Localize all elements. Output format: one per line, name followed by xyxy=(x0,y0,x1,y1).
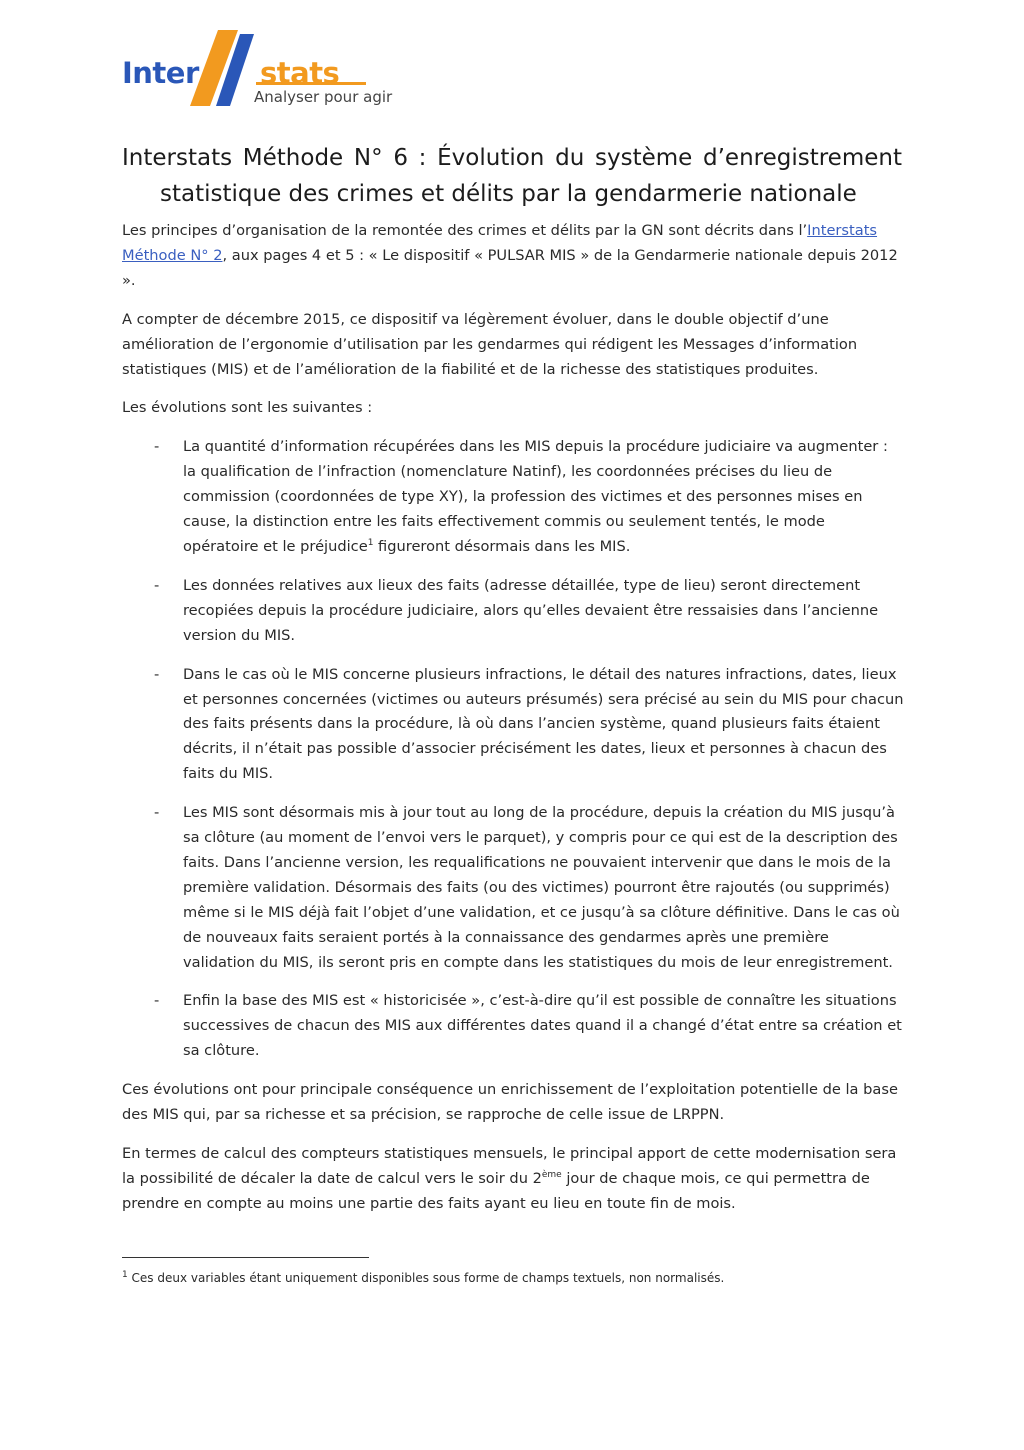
logo-text-inter: Inter xyxy=(122,56,199,90)
footnote-separator xyxy=(122,1257,369,1258)
footnote-ref: 1 xyxy=(367,538,374,549)
calc-text-before-sup: En termes de calcul des compteurs statistiques mensuels, le principal apport de cette modernisation sera la possibilité de décaler la date de calcul vers le soir du 2 xyxy=(122,1145,897,1187)
bullet-dash: - xyxy=(154,438,160,456)
interstats-logo xyxy=(118,30,398,120)
intro-text-before-link: Les principes d’organisation de la remontée des crimes et délits par la GN sont décrits dans l’ xyxy=(122,222,808,239)
bullet-1-text-b: figureront désormais dans les MIS. xyxy=(373,537,631,555)
list-item xyxy=(122,989,904,1064)
intro-text-after-link: , aux pages 4 et 5 : « Le dispositif « PULSAR MIS » de la Gendarmerie nationale depuis 2012 ». xyxy=(122,246,898,289)
objective-paragraph: A compter de décembre 2015, ce dispositif va légèrement évoluer, dans le double objectif d’une amélioration de l’ergonomie d’utilisation par les gendarmes qui rédigent les Messages d’information statistiques (MIS) et de l’amélioration de la fiabilité et de la richesse des statistiques produites. xyxy=(122,310,858,378)
bullet-2-text: Les données relatives aux lieux des faits (adresse détaillée, type de lieu) seront directement recopiées depuis la procédure judiciaire, alors qu’elles devaient être ressaisies dans l’ancienne version du MIS. xyxy=(183,576,879,644)
evolutions-intro: Les évolutions sont les suivantes : xyxy=(122,399,373,417)
document-title xyxy=(122,140,902,212)
bullet-dash: - xyxy=(154,992,160,1010)
evolutions-list xyxy=(122,435,904,1064)
bullet-dash: - xyxy=(154,665,160,683)
bullet-5-text: Enfin la base des MIS est « historicisée », c’est-à-dire qu’il est possible de connaître les situations successives de chacun des MIS aux différentes dates quand il a changé d’état entre sa création et sa clôture. xyxy=(183,992,902,1060)
footnote-text: Ces deux variables étant uniquement disponibles sous forme de champs textuels, non normalisés. xyxy=(127,1271,725,1285)
intro-paragraph xyxy=(122,219,904,294)
logo-tagline: Analyser pour agir xyxy=(254,88,393,106)
bullet-3-text: Dans le cas où le MIS concerne plusieurs infractions, le détail des natures infractions, dates, lieux et personnes concernées (victimes ou auteurs présumés) sera précisé au sein du MIS pour chacun des faits présents dans la procédure, là où dans l’ancien système, quand plusieurs faits étaient décrits, il n’était pas possible d’associer précisément les dates, lieux et personnes à chacun des faits du MIS. xyxy=(183,665,904,783)
bullet-1-text-a: La quantité d’information récupérées dans les MIS depuis la procédure judiciaire va augmenter : la qualification de l’infraction (nomenclature Natinf), les coordonnées précises du lieu de commission (coordonnées de type XY), la profession des victimes et des personnes mises en cause, la distinction entre les faits effectivement commis ou seulement tentés, le mode opératoire et le préjudice xyxy=(183,438,888,555)
interstats-methode-2-link[interactable]: Interstats Méthode N° 2 xyxy=(122,222,878,264)
calc-text-after-sup: jour de chaque mois, ce qui permettra de prendre en compte au moins une partie des faits ayant eu lieu en toute fin de mois. xyxy=(122,1169,870,1212)
list-item xyxy=(122,574,904,649)
title-line-2: statistique des crimes et délits par la gendarmerie nationale xyxy=(160,181,857,207)
list-item xyxy=(122,435,904,560)
logo-text-stats: stats xyxy=(260,56,340,90)
ordinal-superscript: ème xyxy=(541,1170,562,1181)
footnote xyxy=(122,1268,904,1288)
document-body xyxy=(122,219,904,1231)
list-item xyxy=(122,801,904,975)
calculation-paragraph xyxy=(122,1142,904,1217)
bullet-4-text: Les MIS sont désormais mis à jour tout au long de la procédure, depuis la création du MIS jusqu’à sa clôture (au moment de l’envoi vers le parquet), y compris pour ce qui est de la description des faits. Dans l’ancienne version, les requalifications ne pouvaient intervenir que dans le mois de la première validation. Désormais des faits (ou des victimes) pourront être rajoutés (ou supprimés) même si le MIS déjà fait l’objet d’une validation, et ce jusqu’à sa clôture définitive. Dans le cas où de nouveaux faits seraient portés à la connaissance des gendarmes après une première validation du MIS, ils seront pris en compte dans les statistiques du mois de leur enregistrement. xyxy=(183,804,900,971)
bullet-dash: - xyxy=(154,804,160,822)
list-item xyxy=(122,663,904,788)
title-line-1: Interstats Méthode N° 6 : Évolution du système d’enregistrement xyxy=(122,145,902,171)
consequence-paragraph: Ces évolutions ont pour principale conséquence un enrichissement de l’exploitation potentielle de la base des MIS qui, par sa richesse et sa précision, se rapproche de celle issue de LRPPN. xyxy=(122,1081,898,1124)
footnote-number: 1 xyxy=(122,1270,128,1280)
bullet-dash: - xyxy=(154,576,160,594)
